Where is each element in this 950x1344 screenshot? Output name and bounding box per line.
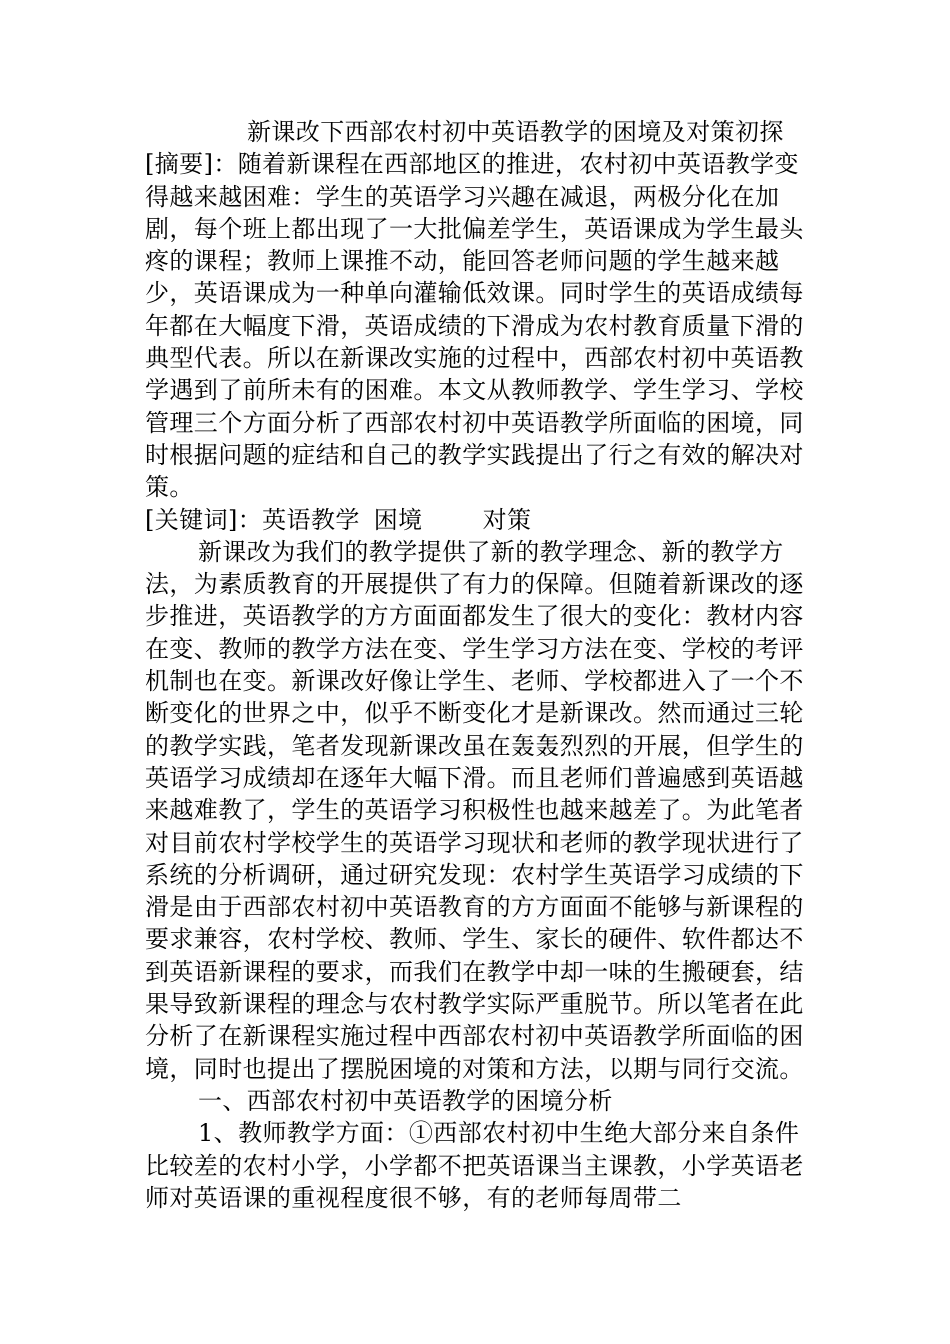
- keyword-3: 对策: [482, 505, 532, 534]
- section-heading: 一、西部农村初中英语教学的困境分析: [198, 1086, 613, 1115]
- keyword-2: 困境: [373, 505, 423, 534]
- subsection-paragraph: 1、教师教学方面：①西部农村初中生绝大部分来自条件比较差的农村小学，小学都不把英语课当主课教，小学英语老师对英语课的重视程度很不够，有的老师每周带二: [145, 1119, 804, 1212]
- abstract-text: 随着新课程在西部地区的推进，农村初中英语教学变得越来越困难：学生的英语学习兴趣在减退，两极分化在加剧，每个班上都出现了一大批偏差学生，英语课成为学生最头疼的课程；教师上课推不动，能回答老师问题的学生越来越少，英语课成为一种单向灌输低效课。同时学生的英语成绩每年都在大幅度下滑，英语成绩的下滑成为农村教育质量下滑的典型代表。所以在新课改实施的过程中，西部农村初中英语教学遇到了前所未有的困难。本文从教师教学、学生学习、学校管理三个方面分析了西部农村初中英语教学所面临的困境，同时根据问题的症结和自己的教学实践提出了行之有效的解决对策。: [145, 150, 804, 502]
- keywords-label: [关键词]：: [145, 505, 263, 534]
- abstract-paragraph: [145, 148, 805, 503]
- intro-paragraph: 新课改为我们的教学提供了新的教学理念、新的教学方法，为素质教育的开展提供了有力的保障。但随着新课改的逐步推进，英语教学的方方面面都发生了很大的变化：教材内容在变、教师的教学方法在变、学生学习方法在变、学校的考评机制也在变。新课改好像让学生、老师、学校都进入了一个不断变化的世界之中，似乎不断变化才是新课改。然而通过三轮的教学实践，笔者发现新课改虽在轰轰烈烈的开展，但学生的英语学习成绩却在逐年大幅下滑。而且老师们普遍感到英语越来越难教了，学生的英语学习积极性也越来越差了。为此笔者对目前农村学校学生的英语学习现状和老师的教学现状进行了系统的分析调研，通过研究发现：农村学生英语学习成绩的下滑是由于西部农村初中英语教育的方方面面不能够与新课程的要求兼容，农村学校、教师、学生、家长的硬件、软件都达不到英语新课程的要求，而我们在教学中却一味的生搬硬套，结果导致新课程的理念与农村教学实际严重脱节。所以笔者在此分析了在新课程实施过程中西部农村初中英语教学所面临的困境，同时也提出了摆脱困境的对策和方法，以期与同行交流。: [145, 537, 804, 1083]
- document-title: 新课改下西部农村初中英语教学的困境及对策初探: [247, 118, 784, 146]
- document-page: [145, 116, 805, 1214]
- keywords-line: [145, 504, 805, 536]
- keyword-1: 英语教学: [262, 505, 360, 534]
- abstract-label: [摘要]：: [145, 150, 238, 179]
